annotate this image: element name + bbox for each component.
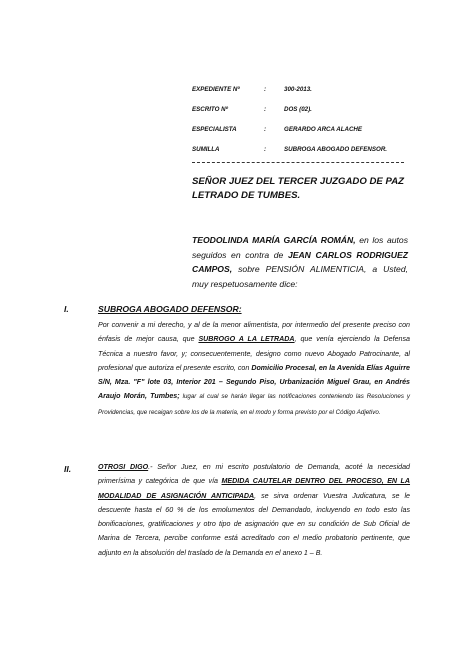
header-colon: : xyxy=(264,126,267,133)
procedural-address: Domicilio Procesal, en la Avenida Elías Aguirre S/N, Mza. "F" lote 03, Interior 201 – Segundo Piso, Urbanización Miguel Grau, en Andrés Araujo Morán, Tumbes; xyxy=(98,363,410,401)
underlined-phrase: SUBROGO A LA LETRADA xyxy=(198,335,295,344)
header-colon: : xyxy=(264,86,267,93)
header-label: SUMILLA xyxy=(192,146,220,153)
header-label: ESCRITO Nº xyxy=(192,106,228,113)
section-2-body xyxy=(98,460,410,560)
header-value: DOS (02). xyxy=(284,106,312,113)
addressee-heading: SEÑOR JUEZ DEL TERCER JUZGADO DE PAZ LETRADO DE TUMBES. xyxy=(192,176,404,201)
section-text: .- Señor Juez, en mi escrito postulatorio de Demanda, acoté la necesidad primerísima y categórica de que vía xyxy=(98,463,410,486)
section-text: , que venía ejerciendo la Defensa Técnica a nuestro favor, y; consecuentemente, designo como nuevo Abogado Patrocinante, al profesional que autoriza el presente escrito, con xyxy=(98,335,410,372)
intro-text-1: en los autos seguidos en contra de xyxy=(192,235,408,260)
header-value: SUBROGA ABOGADO DEFENSOR. xyxy=(284,146,388,153)
underlined-phrase: MEDIDA CAUTELAR DENTRO DEL PROCESO, EN LA MODALIDAD DE ASIGNACIÓN ANTICIPADA xyxy=(98,477,411,500)
section-text: , se sirva ordenar Vuestra Judicatura, se le descuente hasta el 60 % de los emolumentos del Demandado, incluyendo en todo esto las bonificaciones, gratificaciones y otro tipo de asignación que en su condición de Sub Oficial de Marina de Tercera, percibe conforme está acreditado con el medio probatorio pertinente, que adjunto en la absolución del traslado de la Demanda en el anexo 1 – B. xyxy=(98,491,410,557)
intro-paragraph xyxy=(192,233,408,291)
header-value: 300-2013. xyxy=(284,86,312,93)
header-colon: : xyxy=(264,106,267,113)
plaintiff-name: TEODOLINDA MARÍA GARCÍA ROMÁN, xyxy=(192,235,356,245)
section-1-body xyxy=(98,318,410,420)
section-heading: SUBROGA ABOGADO DEFENSOR: xyxy=(98,304,242,314)
otrosi-digo-label: OTROSI DIGO xyxy=(98,463,149,471)
header-label: ESPECIALISTA xyxy=(192,126,237,133)
header-divider xyxy=(192,162,404,163)
header-value: GERARDO ARCA ALACHE xyxy=(284,126,363,133)
section-number: II. xyxy=(64,464,72,474)
defendant-name: JEAN CARLOS RODRIGUEZ CAMPOS, xyxy=(192,249,408,274)
section-text: Por convenir a mi derecho, y al de la menor alimentista, por intermedio del presente preciso con énfasis de mejor causa, que xyxy=(98,321,410,344)
header-label: EXPEDIENTE Nº xyxy=(192,86,240,93)
section-number: I. xyxy=(64,304,69,314)
header-colon: : xyxy=(264,146,267,153)
intro-text-2: sobre PENSIÓN ALIMENTICIA, a Usted, muy respetuosamente dice: xyxy=(192,264,408,289)
section-text: lugar al cual se harán llegar las notificaciones conteniendo las Resoluciones y Providencias, que recaigan sobre los de la materia, en el modo y forma previsto por el Código Adjetivo. xyxy=(98,393,410,416)
